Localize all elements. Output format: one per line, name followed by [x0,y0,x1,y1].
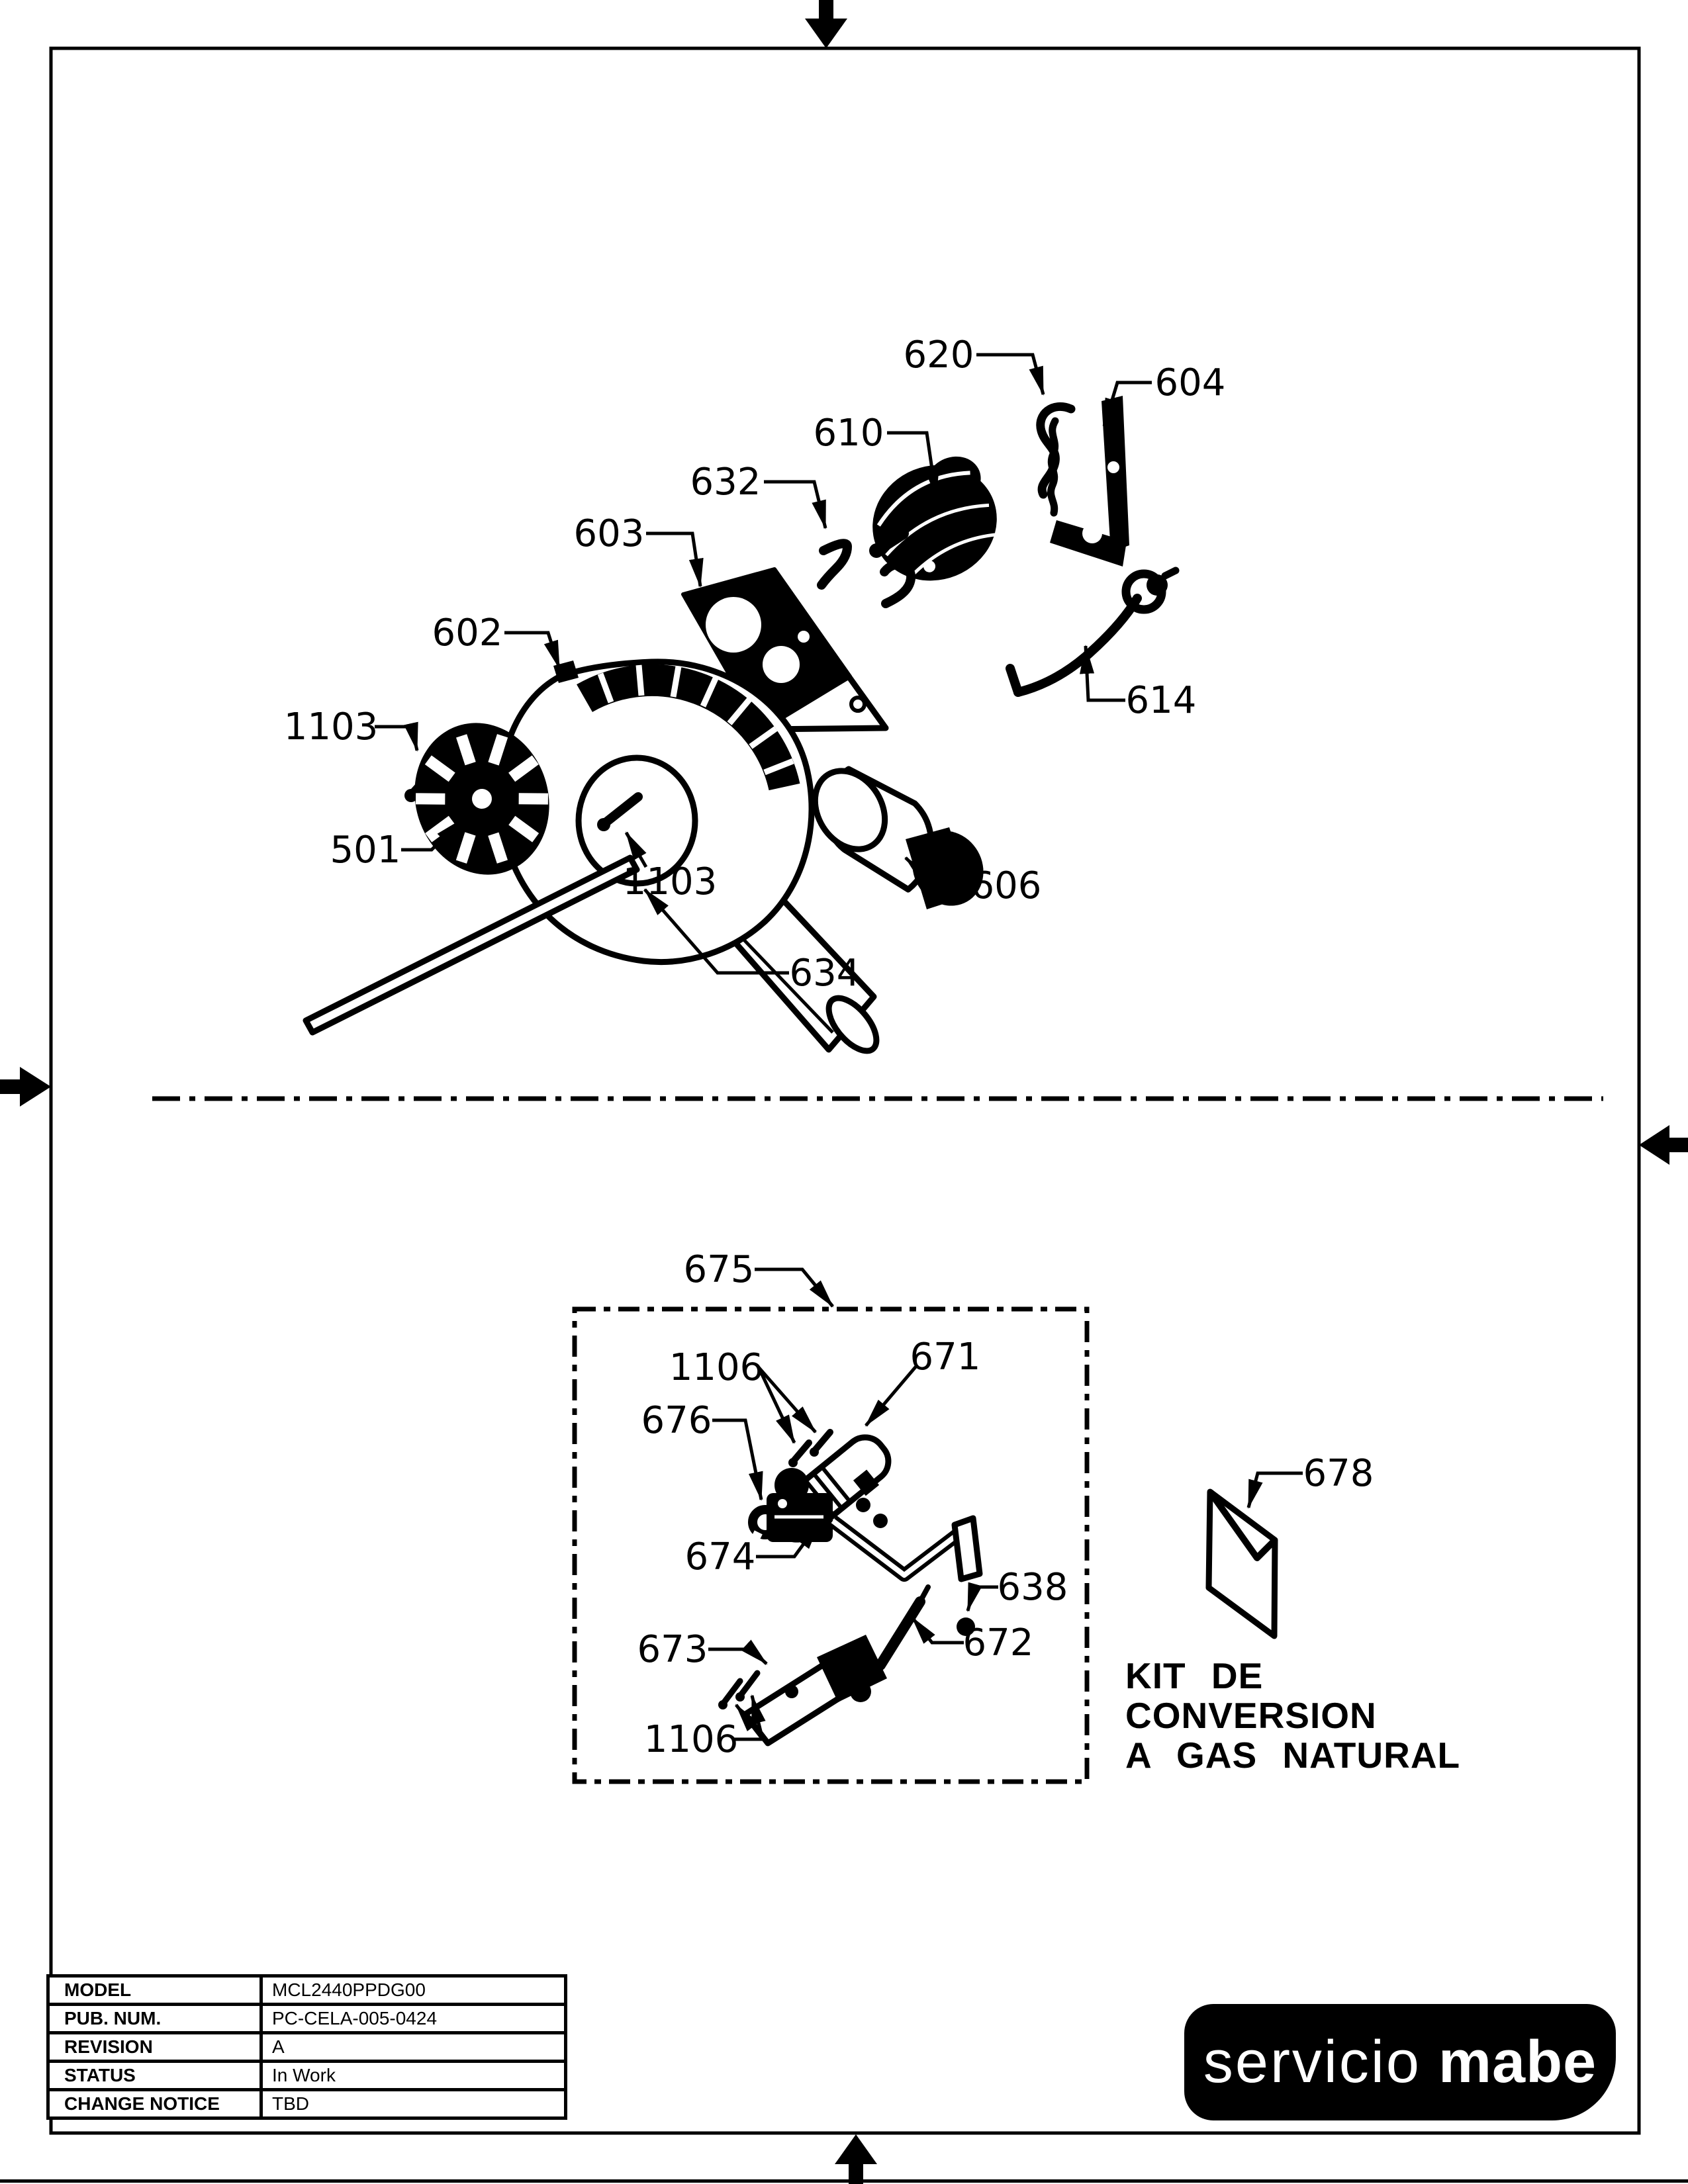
part-673-igniter [745,1635,887,1743]
part-label-603: 603 [573,512,645,555]
part-label-678: 678 [1303,1452,1374,1495]
crop-arrow-top [805,0,847,48]
part-label-638: 638 [997,1566,1068,1609]
part-604-bracket [1050,396,1129,567]
page-frame [51,48,1639,2133]
part-1106-screws-bottom [718,1673,757,1709]
row-label: PUB. NUM. [48,2005,261,2033]
row-value: PC-CELA-005-0424 [261,2005,566,2033]
part-label-1103-right: 1103 [622,860,718,903]
title-block-table [46,1974,567,2120]
part-610-motor [855,447,1015,600]
row-label: CHANGE NOTICE [48,2090,261,2118]
part-label-620: 620 [903,334,974,377]
bottom-edge-line [0,2179,1688,2183]
row-label: REVISION [48,2033,261,2062]
row-label: STATUS [48,2062,261,2090]
logo-text-servicio: servicio [1203,2028,1421,2095]
part-label-674: 674 [684,1535,756,1578]
part-label-606: 606 [970,864,1042,907]
part-label-671: 671 [910,1336,981,1379]
row-value: MCL2440PPDG00 [261,1976,566,2005]
part-label-673: 673 [637,1628,708,1671]
logo-text-mabe: mabe [1438,2028,1597,2095]
part-614-wire [1010,570,1176,692]
conversion-kit-note [1125,1656,1536,1775]
part-label-672: 672 [962,1621,1034,1664]
part-label-604: 604 [1154,361,1226,404]
part-606-duct [801,758,997,919]
table-row [48,2090,566,2118]
row-value: TBD [261,2090,566,2118]
table-row [48,2062,566,2090]
table-row [48,2033,566,2062]
row-value: In Work [261,2062,566,2090]
part-label-675: 675 [683,1248,755,1291]
part-label-634: 634 [789,952,861,995]
part-label-1106-top: 1106 [669,1346,764,1389]
crop-arrow-bottom [835,2134,877,2184]
kit-note-line1: KIT DE CONVERSION [1125,1655,1377,1736]
crop-arrow-right [1639,1125,1688,1165]
part-label-1103-left: 1103 [283,705,379,749]
table-row [48,1976,566,2005]
part-label-602: 602 [432,612,503,655]
part-label-501: 501 [330,829,401,872]
part-label-614: 614 [1125,679,1197,722]
part-label-610: 610 [813,412,884,455]
part-label-1106-bottom: 1106 [643,1718,739,1761]
table-row [48,2005,566,2033]
row-label: MODEL [48,1976,261,2005]
servicio-mabe-logo [1184,2004,1616,2120]
part-label-632: 632 [690,461,761,504]
row-value: A [261,2033,566,2062]
crop-arrow-left [0,1067,51,1107]
part-678-envelope [1209,1492,1275,1636]
kit-boundary-box [575,1309,1087,1782]
part-label-676: 676 [641,1399,712,1442]
kit-note-line2: A GAS NATURAL [1125,1735,1461,1776]
